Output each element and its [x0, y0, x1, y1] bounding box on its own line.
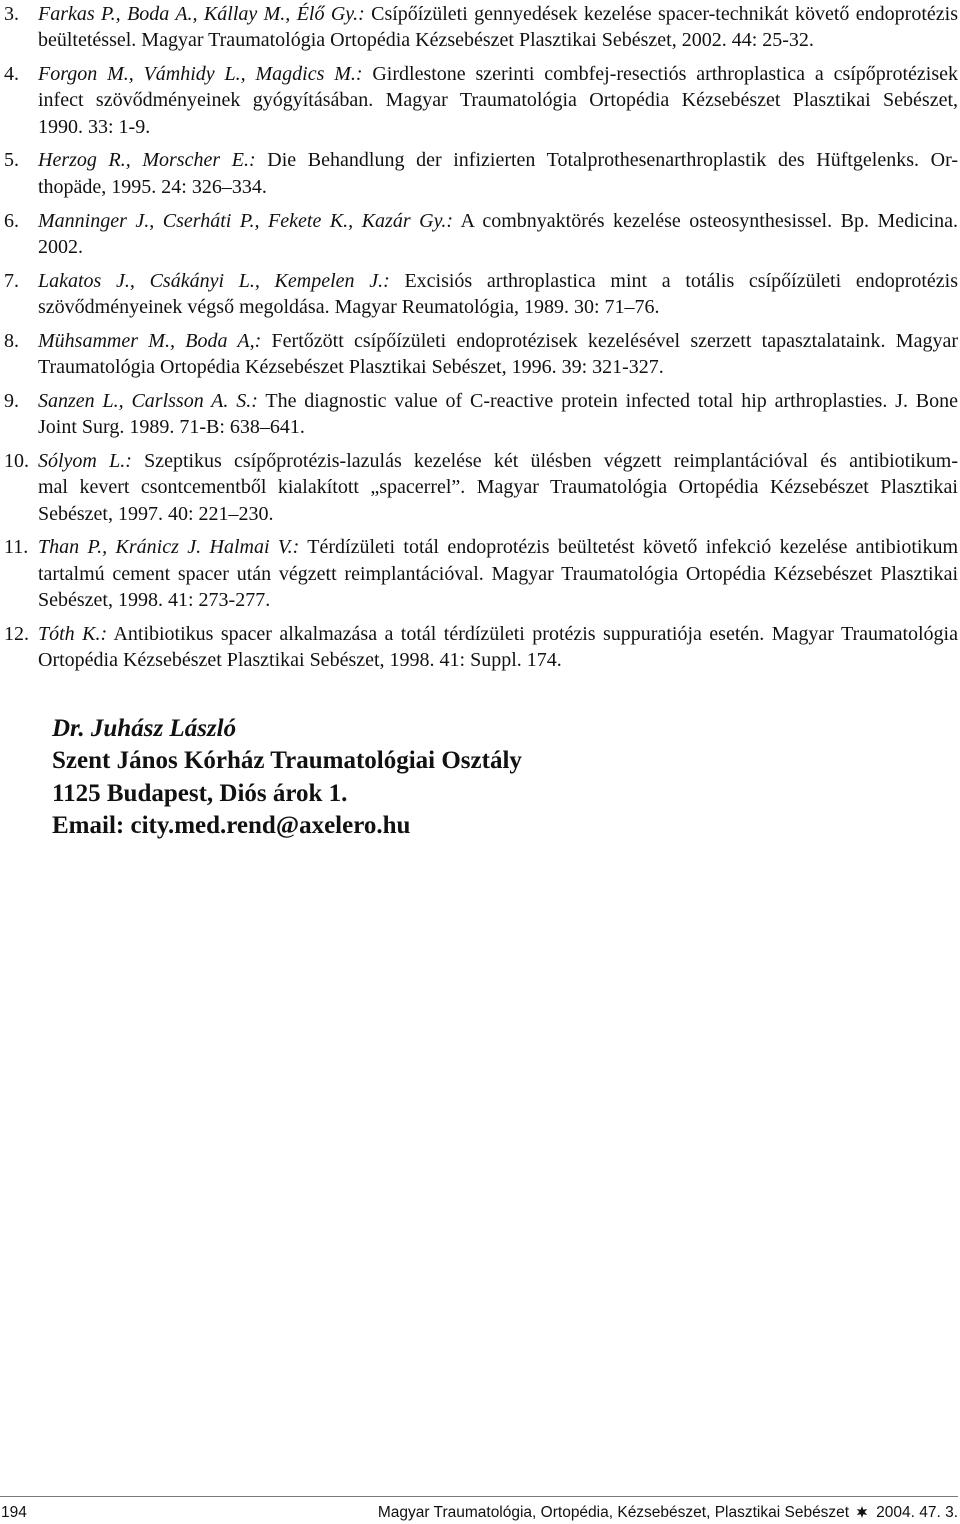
reference-line-text: 2002.	[38, 235, 83, 258]
reference-item	[0, 448, 960, 527]
reference-authors: Forgon M., Vámhidy L., Magdics M.:	[38, 63, 363, 86]
reference-text	[38, 61, 958, 140]
reference-item	[0, 1, 960, 54]
reference-line-text: Csípőízületi gennyedések kezelése spacer-technikát követő endoprotézis	[371, 3, 958, 25]
author-name: Dr. Juhász László	[52, 715, 237, 742]
reference-line	[38, 87, 958, 113]
reference-line	[38, 474, 958, 500]
reference-line	[38, 354, 958, 380]
author-postal-address: 1125 Budapest, Diós árok 1.	[52, 779, 348, 807]
reference-line-text: Traumatológia Ortopédia Kézsebészet Plasztikai Sebészet, 1996. 39: 321-327.	[38, 356, 664, 379]
reference-authors: Farkas P., Boda A., Kállay M., Élő Gy.:	[38, 3, 365, 25]
reference-number: 7.	[4, 269, 19, 292]
reference-line	[38, 534, 958, 560]
reference-line	[38, 234, 958, 260]
reference-line	[38, 501, 958, 527]
reference-text	[38, 1, 958, 54]
reference-authors: Herzog R., Morscher E.:	[38, 149, 256, 172]
reference-text	[38, 208, 958, 261]
reference-text	[38, 388, 958, 441]
page-number: 194	[1, 1504, 27, 1521]
reference-text	[38, 534, 958, 613]
reference-line	[38, 147, 958, 173]
reference-text	[38, 448, 958, 527]
reference-number: 10.	[4, 449, 29, 472]
reference-line	[38, 328, 958, 354]
reference-line-text: Fertőzött csípőízületi endoprotézisek kezelésével szerzett tapasztalataink. Magyar	[271, 329, 958, 352]
reference-number: 6.	[4, 209, 19, 232]
reference-line-text: Sebészet, 1997. 40: 221–230.	[38, 502, 274, 525]
footer-rule	[0, 1496, 958, 1497]
reference-number: 8.	[4, 329, 19, 352]
reference-line-text: The diagnostic value of C-reactive protein infected total hip arthroplasties. J. Bone	[265, 389, 959, 412]
reference-item	[0, 61, 960, 140]
reference-line	[38, 114, 958, 140]
reference-line-text: Joint Surg. 1989. 71-B: 638–641.	[38, 416, 305, 439]
reference-number: 4.	[4, 63, 19, 86]
reference-line	[38, 1, 958, 27]
reference-line	[38, 414, 958, 440]
reference-text	[38, 621, 958, 674]
reference-authors: Than P., Kránicz J. Halmai V.:	[38, 536, 300, 559]
reference-item	[0, 328, 960, 381]
reference-line-text: beültetéssel. Magyar Traumatológia Ortopédia Kézsebészet Plasztikai Sebészet, 2002. 44: 25-32.	[38, 29, 814, 52]
reference-line	[38, 647, 958, 673]
reference-authors: Sólyom L.:	[38, 449, 132, 472]
reference-authors: Lakatos J., Csákányi L., Kempelen J.:	[38, 269, 390, 292]
reference-line	[38, 174, 958, 200]
reference-item	[0, 147, 960, 200]
reference-line-text: infect szövődményeinek gyógyításában. Magyar Traumatológia Ortopédia Kézsebészet Plasztikai Sebészet,	[38, 89, 958, 112]
reference-authors: Mühsammer M., Boda A,:	[38, 329, 262, 352]
reference-line-text: thopäde, 1995. 24: 326–334.	[38, 175, 267, 198]
star-separator-icon	[856, 1506, 868, 1518]
reference-line	[38, 448, 958, 474]
reference-line-text: A combnyaktörés kezelése osteosynthesissel. Bp. Medicina.	[460, 209, 958, 232]
reference-line-text: Térdízületi totál endoprotézis beültetést követő infekció kezelése antibiotikum	[307, 536, 959, 559]
reference-text	[38, 147, 958, 200]
reference-line-text: tartalmú cement spacer után végzett reimplantációval. Magyar Traumatológia Ortopédia Kézsebészet Plasztikai	[38, 562, 958, 585]
reference-item	[0, 534, 960, 613]
reference-authors: Sanzen L., Carlsson A. S.:	[38, 389, 258, 412]
reference-line-text: Girdlestone szerinti combfej-resectiós arthroplastica a csípőprotézisek	[372, 63, 958, 86]
author-institution: Szent János Kórház Traumatológiai Osztály	[52, 747, 522, 775]
reference-text	[38, 328, 958, 381]
reference-authors: Tóth K.:	[38, 622, 108, 645]
reference-item	[0, 208, 960, 261]
journal-title: Magyar Traumatológia, Ortopédia, Kézsebészet, Plasztikai Sebészet	[377, 1504, 850, 1521]
reference-line-text: mal kevert csontcementből kialakított „spacerrel”. Magyar Traumatológia Ortopédia Kézsebészet Plasztikai	[38, 476, 958, 499]
author-address-block	[52, 713, 752, 842]
reference-list	[0, 1, 960, 681]
reference-line	[38, 208, 958, 234]
reference-line-text: szövődményeinek végső megoldása. Magyar Reumatológia, 1989. 30: 71–76.	[38, 295, 660, 318]
reference-number: 9.	[4, 389, 19, 412]
reference-line-text: Szeptikus csípőprotézis-lazulás kezelése két ülésben végzett reimplantációval és antibiotikum-	[144, 449, 959, 472]
reference-number: 11.	[4, 536, 29, 559]
reference-number: 5.	[4, 149, 19, 172]
reference-line-text: Ortopédia Kézsebészet Plasztikai Sebészet, 1998. 41: Suppl. 174.	[38, 649, 562, 672]
running-footer	[378, 1504, 958, 1522]
reference-item	[0, 621, 960, 674]
reference-line	[38, 268, 958, 294]
reference-line	[38, 587, 958, 613]
reference-number: 12.	[4, 622, 29, 645]
reference-line-text: Excisiós arthroplastica mint a totális csípőízületi endoprotézis	[404, 269, 959, 292]
reference-line	[38, 294, 958, 320]
reference-line	[38, 61, 958, 87]
reference-line-text: Sebészet, 1998. 41: 273-277.	[38, 588, 271, 611]
reference-item	[0, 388, 960, 441]
reference-line-text: 1990. 33: 1-9.	[38, 115, 151, 138]
reference-line	[38, 388, 958, 414]
reference-authors: Manninger J., Cserháti P., Fekete K., Kazár Gy.:	[38, 209, 454, 232]
reference-number: 3.	[4, 3, 19, 25]
author-email: Email: city.med.rend@axelero.hu	[52, 811, 411, 839]
reference-item	[0, 268, 960, 321]
reference-text	[38, 268, 958, 321]
reference-line	[38, 621, 958, 647]
reference-line	[38, 27, 958, 53]
reference-line	[38, 561, 958, 587]
reference-line-text: Die Behandlung der infizierten Totalprothesenarthroplastik des Hüftgelenks. Or-	[267, 149, 959, 172]
reference-line-text: Antibiotikus spacer alkalmazása a totál térdízületi protézis suppuratiója esetén. Magyar Traumatológia	[113, 622, 958, 645]
journal-issue: 2004. 47. 3.	[876, 1504, 958, 1521]
